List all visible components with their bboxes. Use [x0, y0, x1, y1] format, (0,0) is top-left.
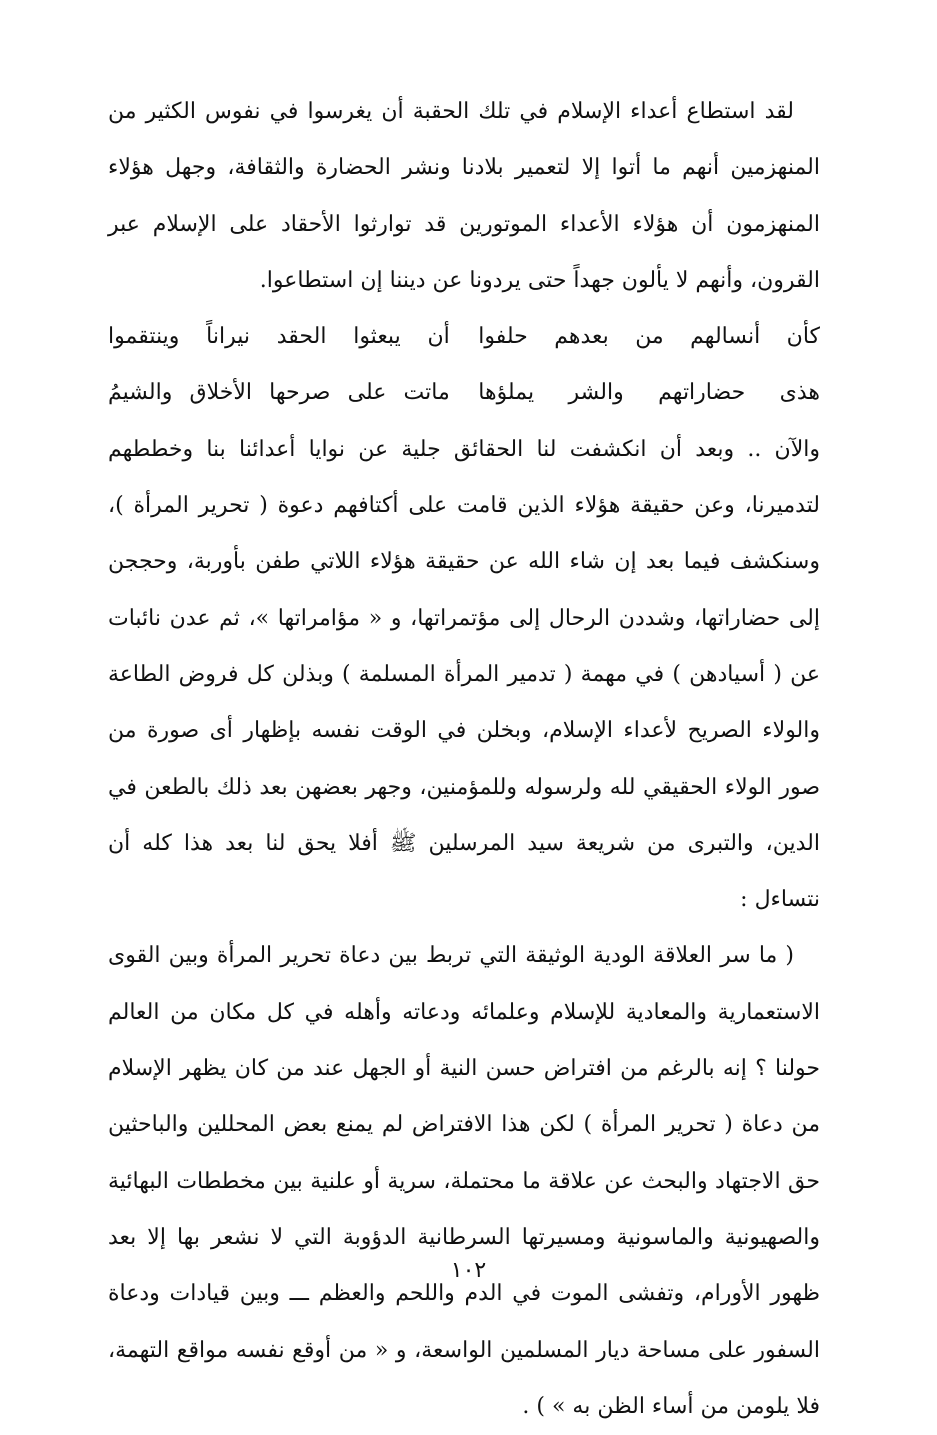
verse-word: ماتت — [403, 380, 450, 406]
verse-word: حلفوا — [478, 324, 528, 350]
verse-1-second-hemistich — [108, 309, 450, 365]
verse-word: يملؤها — [478, 380, 535, 406]
page-number: ١٠٢ — [450, 1258, 487, 1283]
verse-word: نيراناً — [206, 324, 250, 350]
verse-word: الحقد — [276, 324, 327, 350]
verse-word: يبعثوا — [353, 324, 401, 350]
verse-word: وينتقموا — [108, 324, 180, 350]
verse-word: أنسالهم — [690, 324, 761, 350]
verse-word: أن — [427, 324, 450, 350]
verse-word: على — [347, 380, 387, 406]
paragraph-quote: ( ما سر العلاقة الودية الوثيقة التي تربط بين دعاة تحرير المرأة وبين القوى الاستعمارية والمعادية للإسلام وعلمائه ودعاته وأهله في كل مكان من العالم حولنا ؟ إنه بالرغم من افتراض حسن النية أو الجهل عند من كان يظهر الإسلام من دعاة ( تحرير المرأة ) لكن هذا الافتراض لم يمنع بعض المحللين والباحثين حق الاجتهاد والبحث عن علاقة ما محتملة، سرية أو علنية بين مخططات البهائية والصهيونية والماسونية ومسيرتها السرطانية الدؤوبة التي لا نشعر بها إلا بعد ظهور الأورام، وتفشى الموت في الدم واللحم والعظم ـــ وبين قيادات ودعاة السفور على مساحة ديار المسلمين الواسعة، و « من أوقع نفسه مواقع التهمة، فلا يلومن من أساء الظن به » ) . — [108, 943, 820, 1419]
verse-word: والشر — [568, 380, 624, 406]
paragraph-main: والآن .. وبعد أن انكشفت لنا الحقائق جلية عن نوايا أعدائنا بنا وخططهم لتدميرنا، وعن حقيقة هؤلاء الذين قامت على أكتافهم دعوة ( تحرير المرأة )، وسنكشف فيما بعد إن شاء الله عن حقيقة هؤلاء اللاتي طفن بأوربة، وحججن إلى حضاراتها، وشددن الرحال إلى مؤتمراتها، و « مؤامراتها »، ثم عدن نائبات عن ( أسيادهن ) في مهمة ( تدمير المرأة المسلمة ) وبذلن كل فروض الطاعة والولاء الصريح لأعداء الإسلام، وبخلن في الوقت نفسه بإظهار أى صورة من صور الولاء الحقيقي لله ولرسوله وللمؤمنين، وجهر بعضهن بعد ذلك بالطعن في الدين، والتبرى من شريعة سيد المرسلين ﷺ أفلا يحق لنا بعد هذا كله أن نتساءل : — [108, 436, 821, 913]
poem-verse — [108, 309, 820, 422]
verse-line-1 — [108, 309, 820, 365]
verse-line-2 — [108, 365, 820, 421]
verse-2-second-hemistich — [108, 365, 450, 421]
verse-word: الأخلاق — [189, 380, 252, 406]
verse-1-first-hemistich — [478, 309, 820, 365]
verse-word: والشيمُ — [108, 380, 173, 406]
verse-word: كأن — [786, 324, 820, 350]
verse-word: حضاراتهم — [658, 380, 746, 406]
verse-word: من — [635, 324, 664, 350]
page-body — [108, 84, 820, 1435]
verse-2-first-hemistich — [478, 365, 820, 421]
verse-word: هذى — [779, 380, 820, 406]
paragraph-intro: لقد استطاع أعداء الإسلام في تلك الحقبة أن يغرسوا في نفوس الكثير من المنهزمين أنهم ما أتوا إلا لتعمير بلادنا ونشر الحضارة والثقافة، وجهل هؤلاء المنهزمون أن هؤلاء الأعداء الموتورين قد توارثوا الأحقاد على الإسلام عبر القرون، وأنهم لا يألون جهداً حتى يردونا عن ديننا إن استطاعوا. — [108, 99, 820, 293]
verse-word: بعدهم — [554, 324, 609, 350]
verse-word: صرحها — [269, 380, 331, 406]
